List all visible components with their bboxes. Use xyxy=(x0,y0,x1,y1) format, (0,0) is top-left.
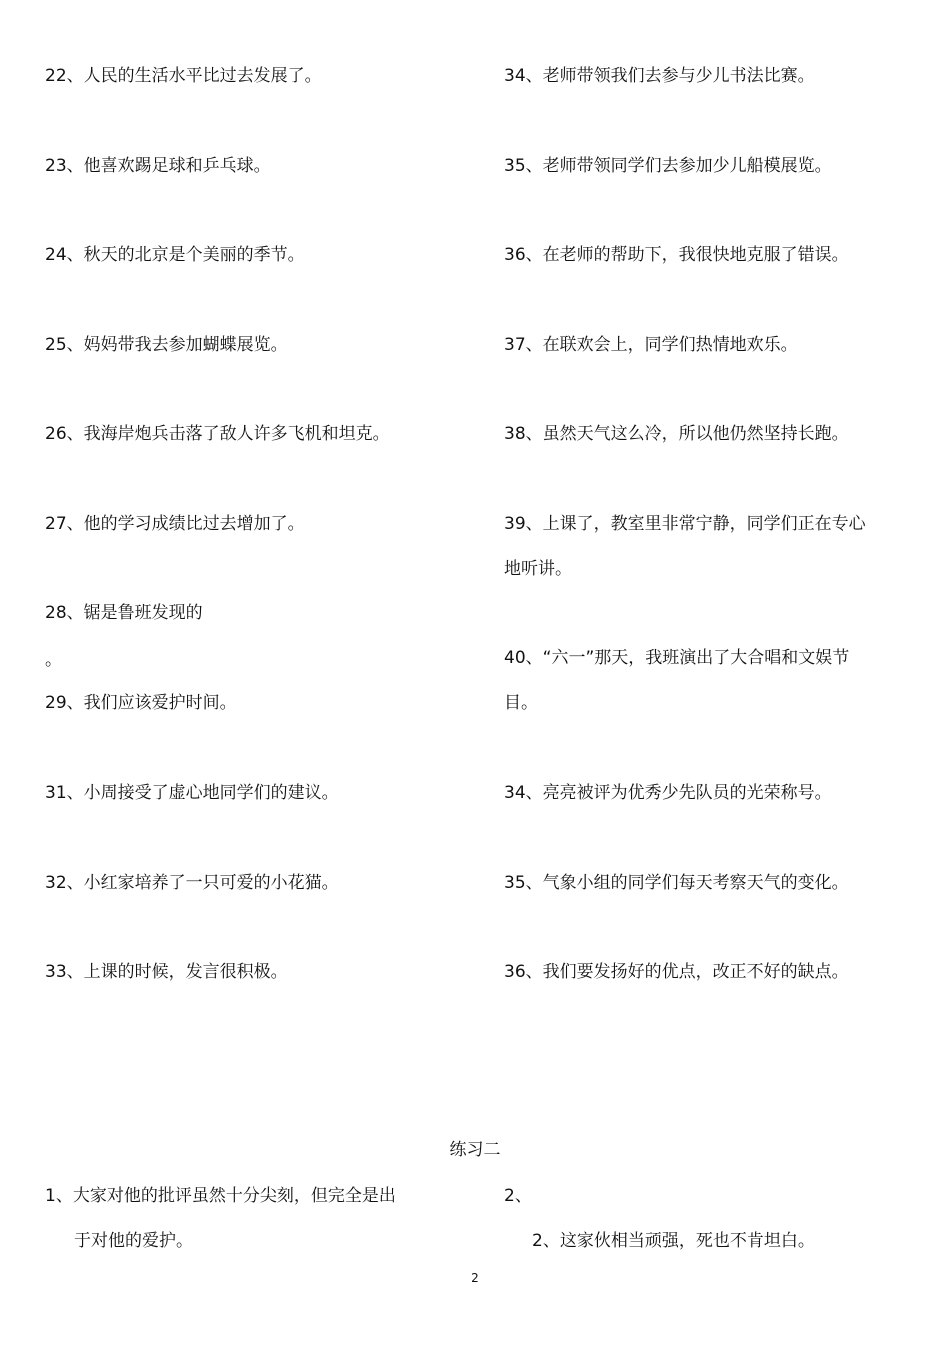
sentence-28-continuation: 。 xyxy=(45,650,62,670)
sentence-39-continuation: 地听讲。 xyxy=(504,559,572,579)
sentence-39: 39、上课了，教室里非常宁静，同学们正在专心 xyxy=(504,514,866,534)
page-number: 2 xyxy=(471,1271,479,1285)
sentence-33: 33、上课的时候，发言很积极。 xyxy=(45,962,288,982)
sentence-36: 36、在老师的帮助下，我很快地克服了错误。 xyxy=(504,245,849,265)
sentence-35b: 35、气象小组的同学们每天考察天气的变化。 xyxy=(504,873,849,893)
exercise2-item2: 2、这家伙相当顽强，死也不肯坦白。 xyxy=(532,1231,815,1251)
sentence-26: 26、我海岸炮兵击落了敌人许多飞机和坦克。 xyxy=(45,424,390,444)
sentence-34b: 34、亮亮被评为优秀少先队员的光荣称号。 xyxy=(504,783,832,803)
exercise2-item1: 1、大家对他的批评虽然十分尖刻，但完全是出 xyxy=(45,1186,396,1206)
exercise2-item2-number: 2、 xyxy=(504,1186,532,1206)
exercise2-item1-continuation: 于对他的爱护。 xyxy=(74,1231,193,1251)
sentence-40: 40、“六一”那天，我班演出了大合唱和文娱节 xyxy=(504,648,850,668)
sentence-38: 38、虽然天气这么冷，所以他仍然坚持长跑。 xyxy=(504,424,849,444)
sentence-27: 27、他的学习成绩比过去增加了。 xyxy=(45,514,305,534)
sentence-22: 22、人民的生活水平比过去发展了。 xyxy=(45,66,322,86)
sentence-35: 35、老师带领同学们去参加少儿船模展览。 xyxy=(504,156,832,176)
sentence-31: 31、小周接受了虚心地同学们的建议。 xyxy=(45,783,339,803)
sentence-34: 34、老师带领我们去参与少儿书法比赛。 xyxy=(504,66,815,86)
sentence-28: 28、锯是鲁班发现的 xyxy=(45,603,203,623)
sentence-29: 29、我们应该爱护时间。 xyxy=(45,693,237,713)
sentence-36b: 36、我们要发扬好的优点，改正不好的缺点。 xyxy=(504,962,849,982)
sentence-40-continuation: 目。 xyxy=(504,693,538,713)
sentence-24: 24、秋天的北京是个美丽的季节。 xyxy=(45,245,305,265)
sentence-37: 37、在联欢会上，同学们热情地欢乐。 xyxy=(504,335,798,355)
section-title: 练习二 xyxy=(449,1140,501,1160)
sentence-23: 23、他喜欢踢足球和乒乓球。 xyxy=(45,156,271,176)
sentence-25: 25、妈妈带我去参加蝴蝶展览。 xyxy=(45,335,288,355)
sentence-32: 32、小红家培养了一只可爱的小花猫。 xyxy=(45,873,339,893)
